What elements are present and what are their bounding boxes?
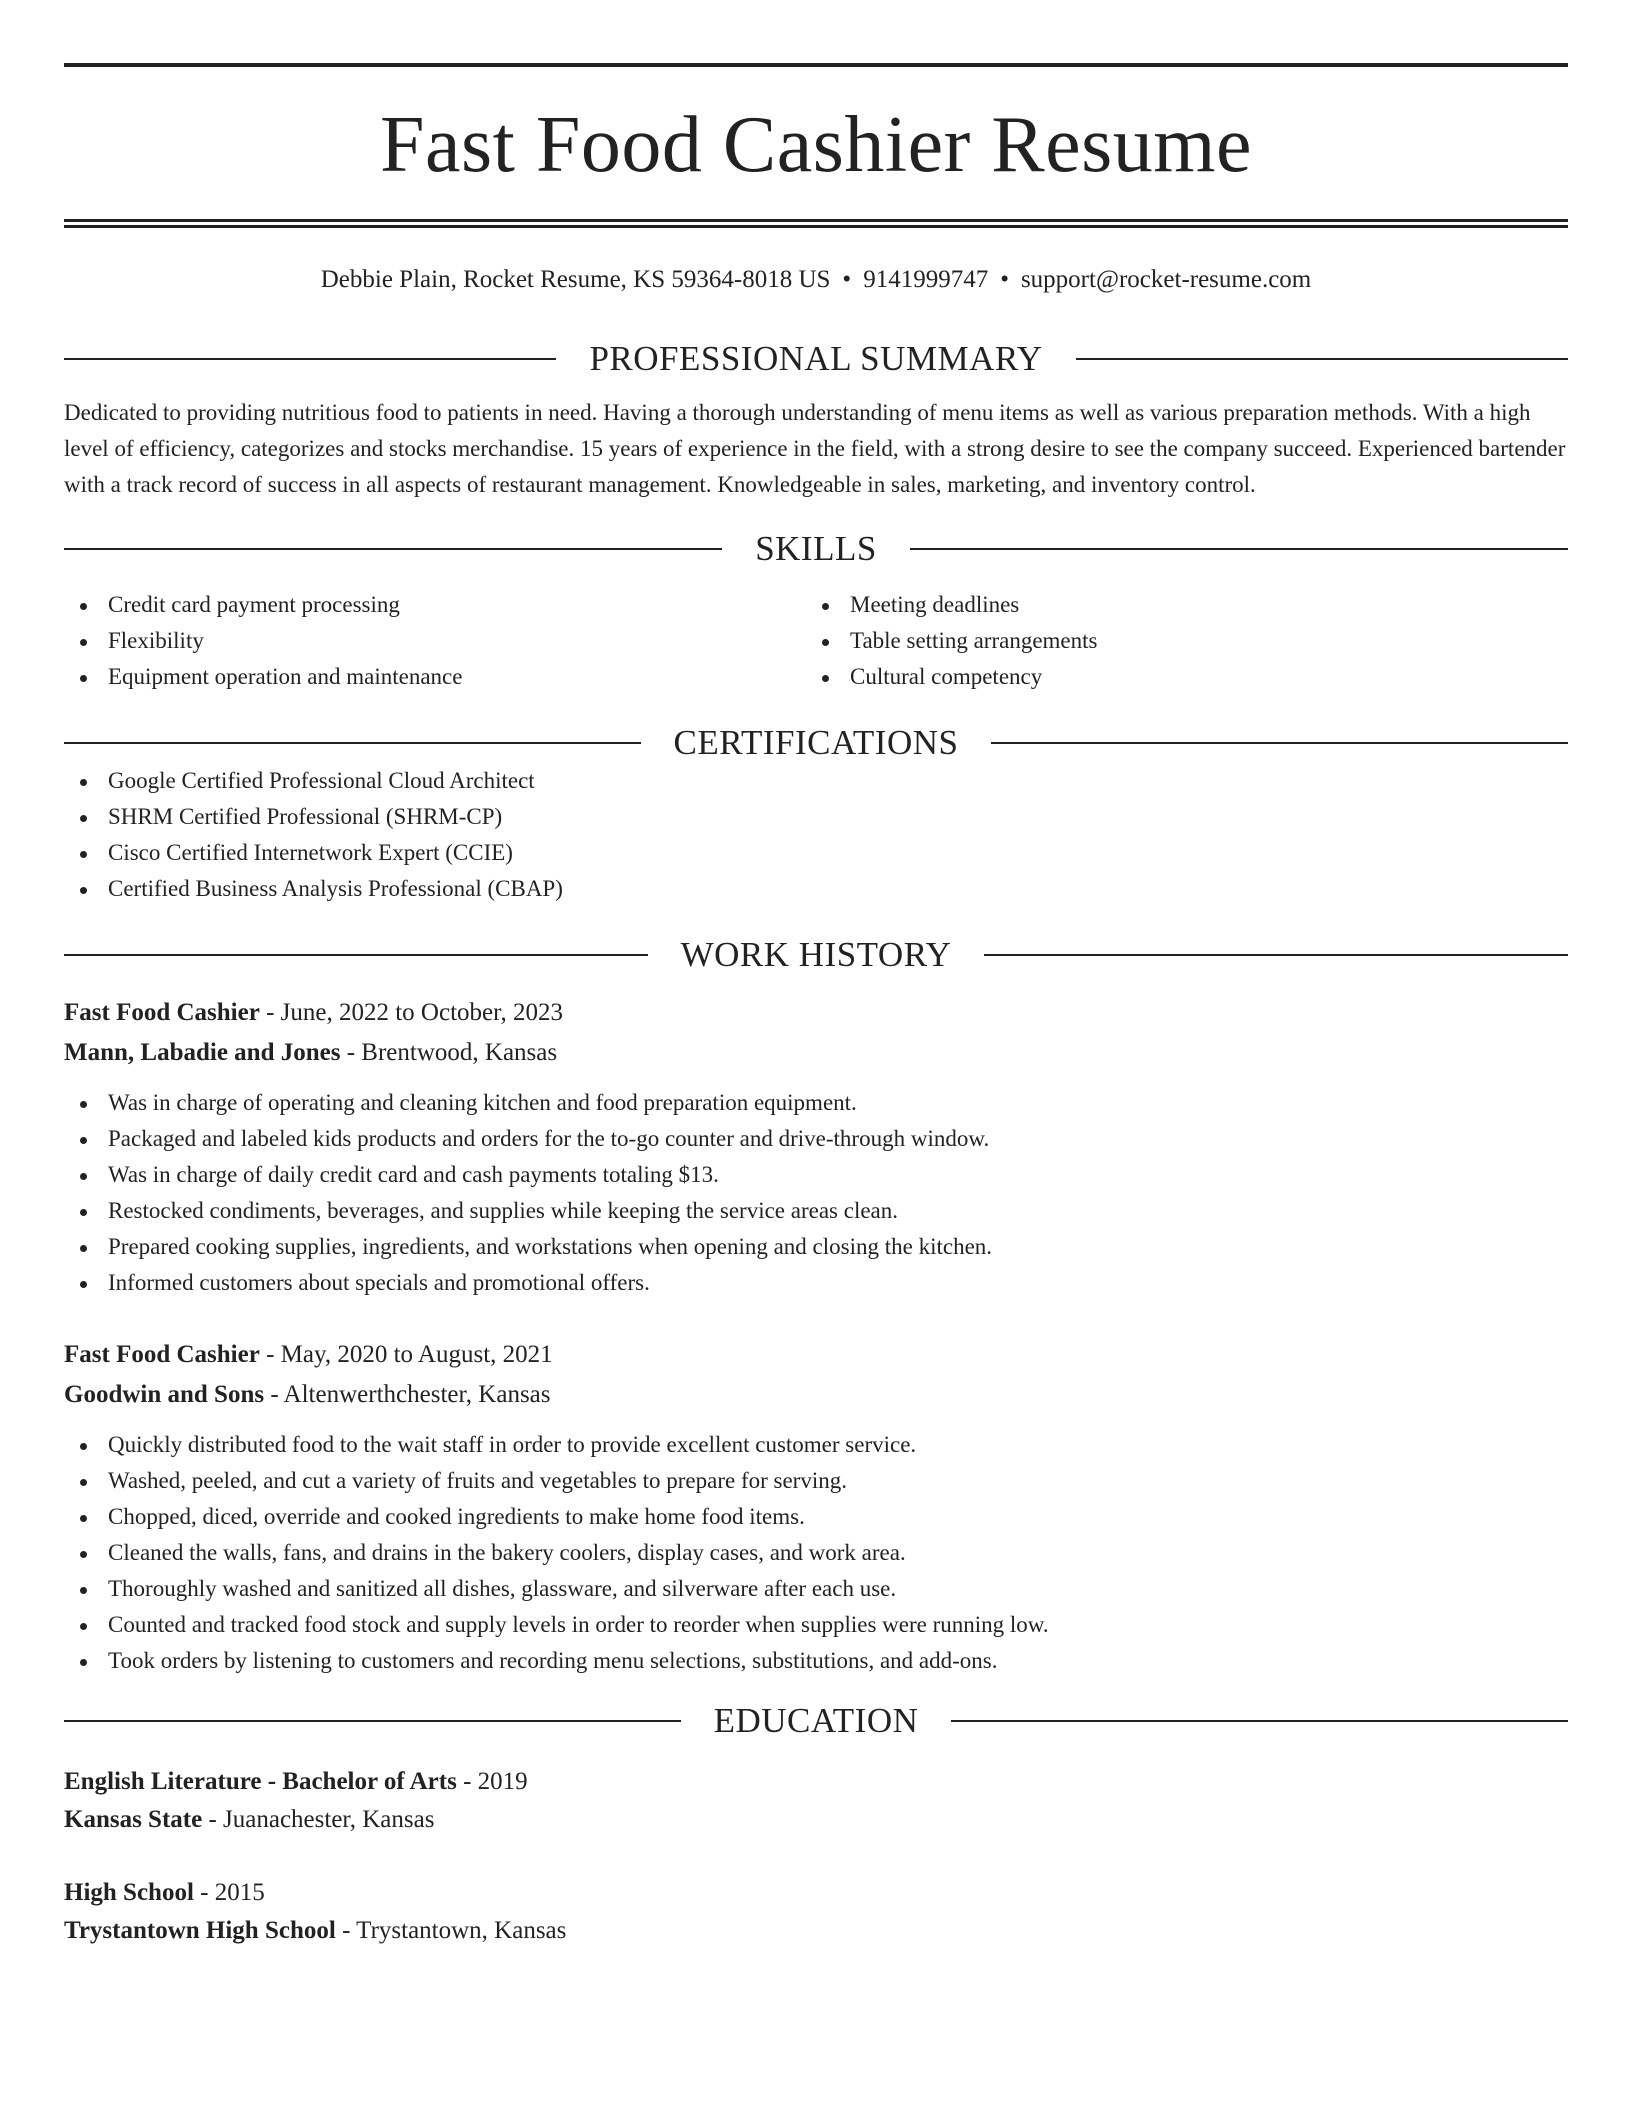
job-company: Goodwin and Sons xyxy=(64,1381,265,1408)
section-title: WORK HISTORY xyxy=(680,935,952,974)
certification-item: SHRM Certified Professional (SHRM-CP) xyxy=(64,799,1568,835)
education-school-line xyxy=(64,1801,1568,1839)
job-company-line xyxy=(64,1033,1568,1073)
job-entry xyxy=(64,993,1568,1301)
education-location: - Juanachester, Kansas xyxy=(202,1806,435,1833)
job-title-line xyxy=(64,993,1568,1033)
section-heading-summary xyxy=(64,339,1568,379)
divider xyxy=(64,954,648,956)
top-rule xyxy=(64,63,1568,67)
education-year: - 2019 xyxy=(456,1768,528,1795)
job-title: Fast Food Cashier xyxy=(64,1341,260,1368)
job-duty: Cleaned the walls, fans, and drains in the bakery coolers, display cases, and work area. xyxy=(64,1535,1568,1571)
divider xyxy=(984,954,1568,956)
job-duties xyxy=(64,1427,1568,1679)
education-degree: High School xyxy=(64,1879,194,1906)
job-company-line xyxy=(64,1375,1568,1415)
education-year: - 2015 xyxy=(193,1879,265,1906)
job-entry xyxy=(64,1335,1568,1679)
divider xyxy=(64,548,722,550)
certification-item: Cisco Certified Internetwork Expert (CCIE) xyxy=(64,835,1568,871)
divider xyxy=(910,548,1568,550)
job-dates: - June, 2022 to October, 2023 xyxy=(259,999,563,1026)
section-heading-skills xyxy=(64,529,1568,569)
education-degree-line xyxy=(64,1874,1568,1912)
job-duty: Prepared cooking supplies, ingredients, and workstations when opening and closing the kitchen. xyxy=(64,1229,1568,1265)
job-duty: Informed customers about specials and promotional offers. xyxy=(64,1265,1568,1301)
job-dates: - May, 2020 to August, 2021 xyxy=(259,1341,553,1368)
summary-text: Dedicated to providing nutritious food to patients in need. Having a thorough understanding of menu items as well as various preparation methods. With a high level of efficiency, categorizes and stocks merchandise. 15 years of experience in the field, with a strong desire to see the company succeed. Experienced bartender with a track record of success in all aspects of restaurant management. Knowledgeable in sales, marketing, and inventory control. xyxy=(64,400,1566,497)
job-duties xyxy=(64,1085,1568,1301)
job-location: - Altenwerthchester, Kansas xyxy=(264,1381,551,1408)
certification-item: Google Certified Professional Cloud Architect xyxy=(64,763,1568,799)
education-degree: English Literature - Bachelor of Arts xyxy=(64,1768,457,1795)
education-degree-line xyxy=(64,1763,1568,1801)
certifications-list xyxy=(64,763,1568,907)
skill-item: Flexibility xyxy=(64,623,806,659)
divider xyxy=(64,358,556,360)
section-heading-work-history xyxy=(64,935,1568,975)
job-duty: Restocked condiments, beverages, and supplies while keeping the service areas clean. xyxy=(64,1193,1568,1229)
section-title: SKILLS xyxy=(755,529,877,568)
section-heading-certifications xyxy=(64,723,1568,763)
job-duty: Thoroughly washed and sanitized all dishes, glassware, and silverware after each use. xyxy=(64,1571,1568,1607)
skill-item: Credit card payment processing xyxy=(64,587,806,623)
job-duty: Chopped, diced, override and cooked ingredients to make home food items. xyxy=(64,1499,1568,1535)
skill-item: Equipment operation and maintenance xyxy=(64,659,806,695)
skills-list xyxy=(64,587,1568,695)
contact-line xyxy=(64,265,1568,295)
contact-separator: • xyxy=(842,266,852,293)
certification-item: Certified Business Analysis Professional (CBAP) xyxy=(64,871,1568,907)
job-duty: Was in charge of operating and cleaning kitchen and food preparation equipment. xyxy=(64,1085,1568,1121)
skill-item: Table setting arrangements xyxy=(806,623,1548,659)
job-title-line xyxy=(64,1335,1568,1375)
job-duty: Washed, peeled, and cut a variety of fruits and vegetables to prepare for serving. xyxy=(64,1463,1568,1499)
section-title: EDUCATION xyxy=(713,1701,919,1740)
resume-title: Fast Food Cashier Resume xyxy=(380,101,1252,189)
education-school-line xyxy=(64,1912,1568,1950)
job-duty: Took orders by listening to customers and recording menu selections, substitutions, and add-ons. xyxy=(64,1643,1568,1679)
job-duty: Quickly distributed food to the wait staff in order to provide excellent customer service. xyxy=(64,1427,1568,1463)
divider xyxy=(991,742,1568,744)
divider xyxy=(64,742,641,744)
job-location: - Brentwood, Kansas xyxy=(340,1039,558,1066)
title-double-rule xyxy=(64,219,1568,228)
skill-item: Cultural competency xyxy=(806,659,1548,695)
job-duty: Was in charge of daily credit card and cash payments totaling $13. xyxy=(64,1157,1568,1193)
job-company: Mann, Labadie and Jones xyxy=(64,1039,341,1066)
section-title: CERTIFICATIONS xyxy=(673,723,959,762)
contact-separator: • xyxy=(1000,266,1009,293)
skills-column-left xyxy=(64,587,806,695)
education-school: Trystantown High School xyxy=(64,1917,336,1944)
skills-column-right xyxy=(806,587,1548,695)
divider xyxy=(951,1720,1568,1722)
skill-item: Meeting deadlines xyxy=(806,587,1548,623)
job-title: Fast Food Cashier xyxy=(64,999,260,1026)
job-duty: Counted and tracked food stock and supply levels in order to reorder when supplies were running low. xyxy=(64,1607,1568,1643)
contact-email: support@rocket-resume.com xyxy=(1020,266,1312,293)
divider xyxy=(64,1720,681,1722)
education-school: Kansas State xyxy=(64,1806,203,1833)
section-heading-education xyxy=(64,1701,1568,1741)
job-duty: Packaged and labeled kids products and orders for the to-go counter and drive-through window. xyxy=(64,1121,1568,1157)
education-entry xyxy=(64,1763,1568,1839)
education-entry xyxy=(64,1874,1568,1950)
education-location: - Trystantown, Kansas xyxy=(335,1917,567,1944)
contact-address: Debbie Plain, Rocket Resume, KS 59364-8018 US xyxy=(320,266,831,293)
contact-phone: 9141999747 xyxy=(863,266,989,293)
divider xyxy=(1076,358,1568,360)
section-title: PROFESSIONAL SUMMARY xyxy=(589,339,1043,378)
